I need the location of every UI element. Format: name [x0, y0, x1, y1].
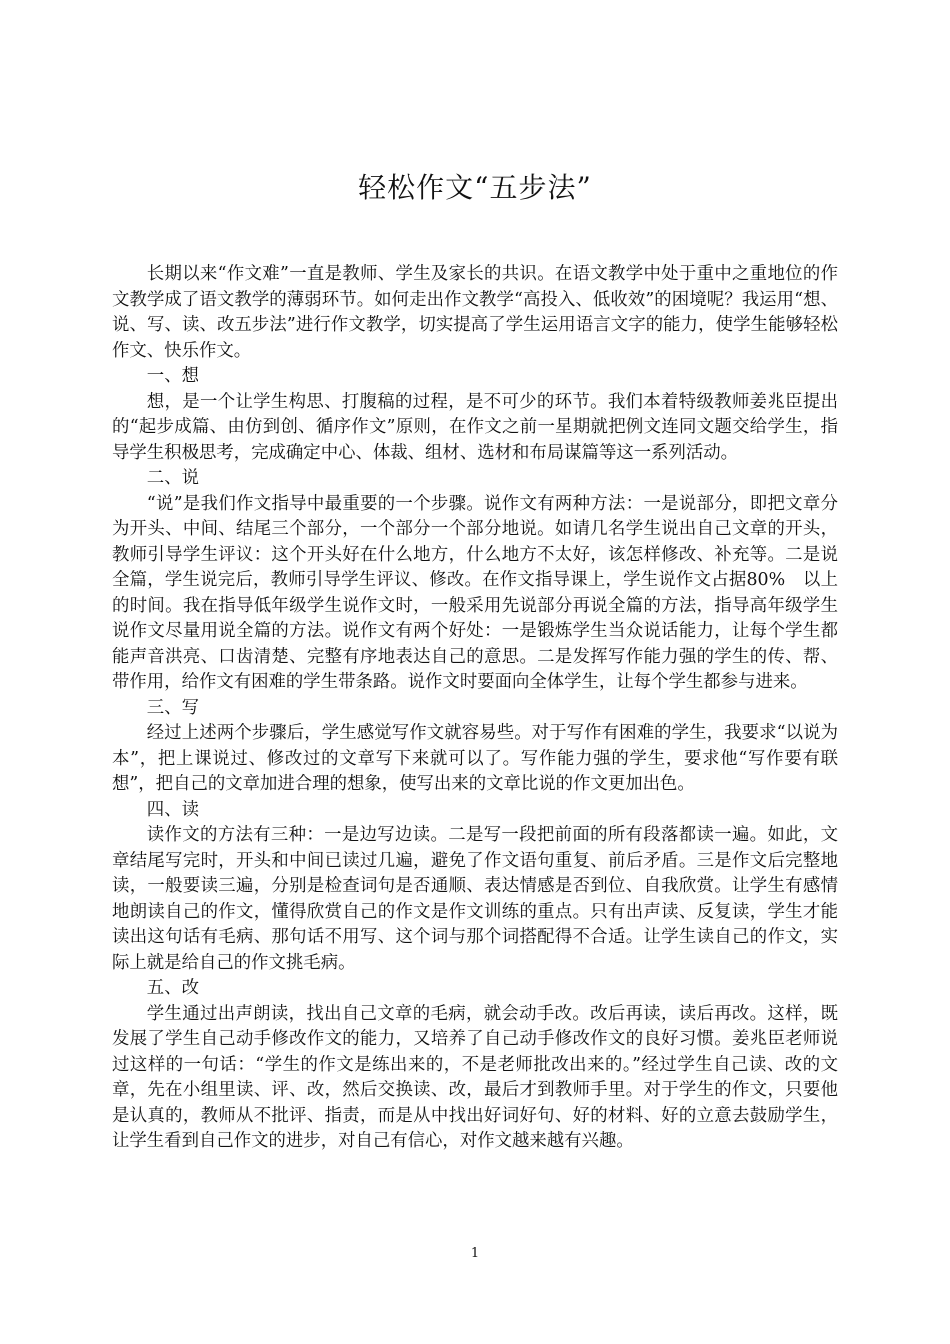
- intro-paragraph: 长期以来“作文难”一直是教师、学生及家长的共识。在语文教学中处于重中之重地位的作文教学成了语文教学的薄弱环节。如何走出作文教学“高投入、低收效”的困境呢？我运用“想、说、写、读、改五步法”进行作文教学，切实提高了学生运用语言文字的能力，使学生能够轻松作文、快乐作文。: [112, 264, 838, 361]
- section-paragraph-speak: “说”是我们作文指导中最重要的一个步骤。说作文有两种方法：一是说部分，即把文章分为开头、中间、结尾三个部分，一个部分一个部分地说。如请几名学生说出自己文章的开头，教师引导学生评议：这个开头好在什么地方，什么地方不太好，该怎样修改、补充等。二是说全篇，学生说完后，教师引导学生评议、修改。在作文指导课上，学生说作文占据80% 以上的时间。我在指导低年级学生说作文时，一般采用先说部分再说全篇的方法，指导高年级学生说作文尽量用说全篇的方法。说作文有两个好处：一是锻炼学生当众说话能力，让每个学生都能声音洪亮、口齿清楚、完整有序地表达自己的意思。二是发挥写作能力强的学生的传、帮、带作用，给作文有困难的学生带条路。说作文时要面向全体学生，让每个学生都参与进来。: [112, 493, 838, 692]
- section-paragraph-revise: 学生通过出声朗读，找出自己文章的毛病，就会动手改。改后再读，读后再改。这样，既发展了学生自己动手修改作文的能力，又培养了自己动手修改作文的良好习惯。姜兆臣老师说过这样的一句话：“学生的作文是练出来的，不是老师批改出来的。”经过学生自己读、改的文章，先在小组里读、评、改，然后交换读、改，最后才到教师手里。对于学生的作文，只要他是认真的，教师从不批评、指责，而是从中找出好词好句、好的材料、好的立意去鼓励学生，让学生看到自己作文的进步，对自己有信心，对作文越来越有兴趣。: [112, 1003, 838, 1151]
- section-heading-revise: 五、改: [146, 978, 199, 998]
- section-heading-speak: 二、说: [146, 468, 199, 488]
- section-paragraph-think: 想，是一个让学生构思、打腹稿的过程，是不可少的环节。我们本着特级教师姜兆臣提出的“起步成篇、由仿到创、循序作文”原则，在作文之前一星期就把例文连同文题交给学生，指导学生积极思考，完成确定中心、体裁、组材、选材和布局谋篇等这一系列活动。: [112, 391, 838, 463]
- section-heading-write: 三、写: [146, 697, 199, 718]
- section-paragraph-read: 读作文的方法有三种：一是边写边读。二是写一段把前面的所有段落都读一遍。如此，文章结尾写完时，开头和中间已读过几遍，避免了作文语句重复、前后矛盾。三是作文后完整地读，一般要读三遍，分别是检查词句是否通顺、表达情感是否到位、自我欣赏。让学生有感情地朗读自己的作文，懂得欣赏自己的作文是作文训练的重点。只有出声读、反复读，学生才能读出这句话有毛病、那句话不用写、这个词与那个词搭配得不合适。让学生读自己的作文，实际上就是给自己的作文挑毛病。: [112, 825, 838, 973]
- section-paragraph-write: 经过上述两个步骤后，学生感觉写作文就容易些。对于写作有困难的学生，我要求“以说为本”，把上课说过、修改过的文章写下来就可以了。写作能力强的学生，要求他“写作要有联想”，把自己的文章加进合理的想象，使写出来的文章比说的作文更加出色。: [112, 723, 838, 794]
- page-number: 1: [470, 1246, 480, 1261]
- section-heading-read: 四、读: [146, 799, 199, 820]
- section-heading-think: 一、想: [146, 366, 199, 386]
- document-body: [112, 262, 838, 1155]
- document-title: 轻松作文“五步法”: [358, 171, 592, 204]
